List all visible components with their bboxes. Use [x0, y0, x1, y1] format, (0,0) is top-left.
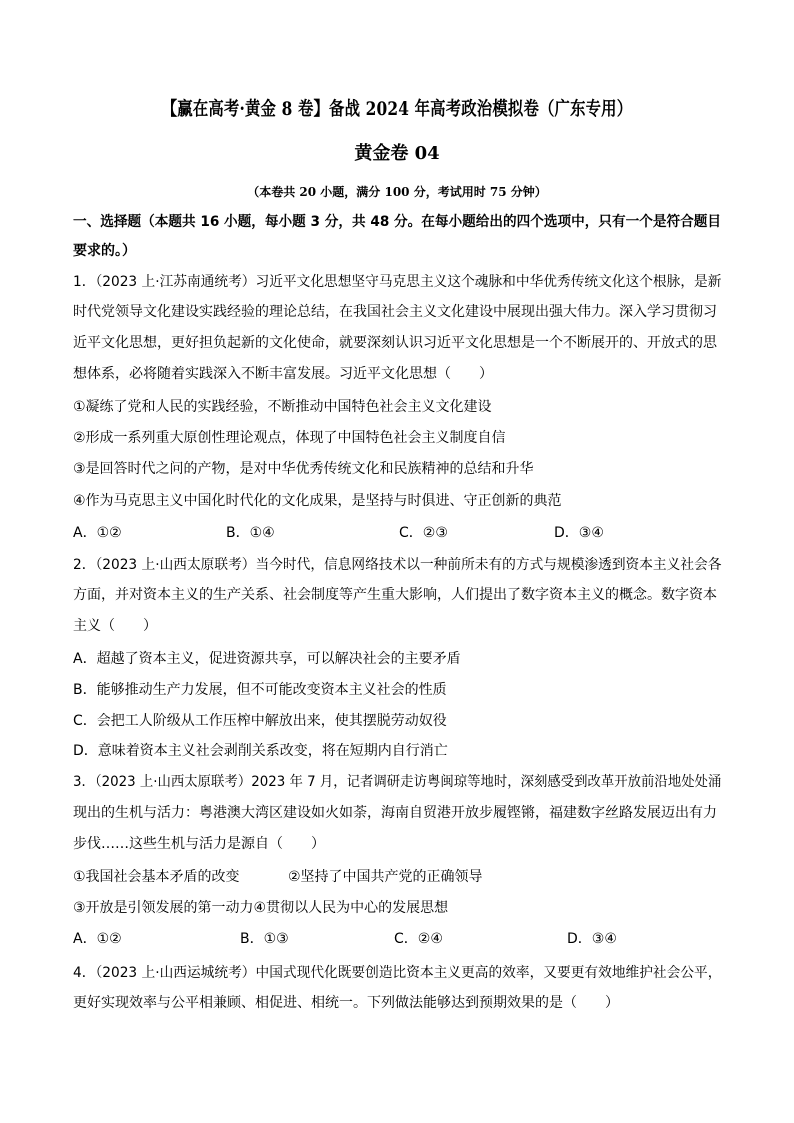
q2-stem-line: 方面，并对资本主义的生产关系、社会制度等产生重大影响，人们提出了数字资本主义的概念。数字资本: [73, 587, 717, 603]
q1-statement: ②形成一系列重大原创性理论观点，体现了中国特色社会主义制度自信: [73, 430, 506, 446]
q1-option-b: B．①④: [226, 525, 275, 541]
q1-stem-line: 想体系，必将随着实践深入不断丰富发展。习近平文化思想（ ）: [73, 366, 493, 382]
q3-statement-3-4: ③开放是引领发展的第一动力④贯彻以人民为中心的发展思想: [73, 900, 449, 916]
q1-stem-line: 近平文化思想，更好担负起新的文化使命，就要深刻认识习近平文化思想是一个不断展开的、开放式的思: [73, 335, 717, 351]
q3-statement-1: ①我国社会基本矛盾的改变: [73, 869, 240, 885]
section-heading-line-2: 要求的。）: [73, 243, 136, 259]
q2-option-a: A．超越了资本主义，促进资源共享，可以解决社会的主要矛盾: [73, 651, 461, 667]
q1-statement: ③是回答时代之问的产物，是对中华优秀传统文化和民族精神的总结和升华: [73, 461, 534, 477]
q3-statement-2: ②坚持了中国共产党的正确领导: [288, 869, 483, 885]
paper-note: （本卷共 20 小题，满分 100 分，考试用时 75 分钟）: [247, 185, 547, 199]
q2-stem-line: 主义（ ）: [73, 618, 157, 634]
q3-option-c: C．②④: [394, 931, 443, 947]
q4-stem-line: 4．（2023 上·山西运城统考）中国式现代化既要创造比资本主义更高的效率，又要更有效地维护社会公平，: [73, 965, 722, 981]
paper-subtitle: 黄金卷 04: [354, 143, 440, 164]
q2-option-d: D．意味着资本主义社会剥削关系改变，将在短期内自行消亡: [73, 743, 448, 759]
q1-stem-line: 1．（2023 上·江苏南通统考）习近平文化思想坚守马克思主义这个魂脉和中华优秀传统文化这个根脉，是新: [73, 274, 722, 290]
q2-option-b: B．能够推动生产力发展，但不可能改变资本主义社会的性质: [73, 682, 447, 698]
q3-stem-line: 现出的生机与活力：粤港澳大湾区建设如火如荼，海南自贸港开放步履铿锵，福建数字丝路发展迈出有力: [73, 805, 717, 821]
q2-stem-line: 2．（2023 上·山西太原联考）当今时代，信息网络技术以一种前所未有的方式与规模渗透到资本主义社会各: [73, 557, 722, 573]
q1-statement: ①凝练了党和人民的实践经验，不断推动中国特色社会主义文化建设: [73, 399, 492, 415]
q3-option-b: B．①③: [240, 931, 289, 947]
q3-stem-line: 步伐……这些生机与活力是源自（ ）: [73, 836, 325, 852]
q1-option-a: A．①②: [73, 525, 122, 541]
q1-option-d: D．③④: [554, 525, 604, 541]
q1-statement: ④作为马克思主义中国化时代化的文化成果，是坚持与时俱进、守正创新的典范: [73, 493, 562, 509]
q3-option-d: D．③④: [567, 931, 617, 947]
q4-stem-line: 更好实现效率与公平相兼顾、相促进、相统一。下列做法能够达到预期效果的是（ ）: [73, 995, 619, 1011]
q1-option-c: C．②③: [399, 525, 448, 541]
q1-stem-line: 时代党领导文化建设实践经验的理论总结，在我国社会主义文化建设中展现出强大伟力。深入学习贯彻习: [73, 304, 717, 320]
section-heading-line-1: 一、选择题（本题共 16 小题，每小题 3 分，共 48 分。在每小题给出的四个选项中，只有一个是符合题目: [73, 214, 721, 230]
q2-option-c: C．会把工人阶级从工作压榨中解放出来，使其摆脱劳动奴役: [73, 713, 447, 729]
q3-stem-line: 3．（2023 上·山西太原联考）2023 年 7 月，记者调研走访粤闽琼等地时，深刻感受到改革开放前沿地处处涌: [73, 774, 722, 790]
q3-option-a: A．①②: [73, 931, 122, 947]
page-title: 【赢在高考·黄金 8 卷】备战 2024 年高考政治模拟卷（广东专用）: [161, 99, 633, 120]
